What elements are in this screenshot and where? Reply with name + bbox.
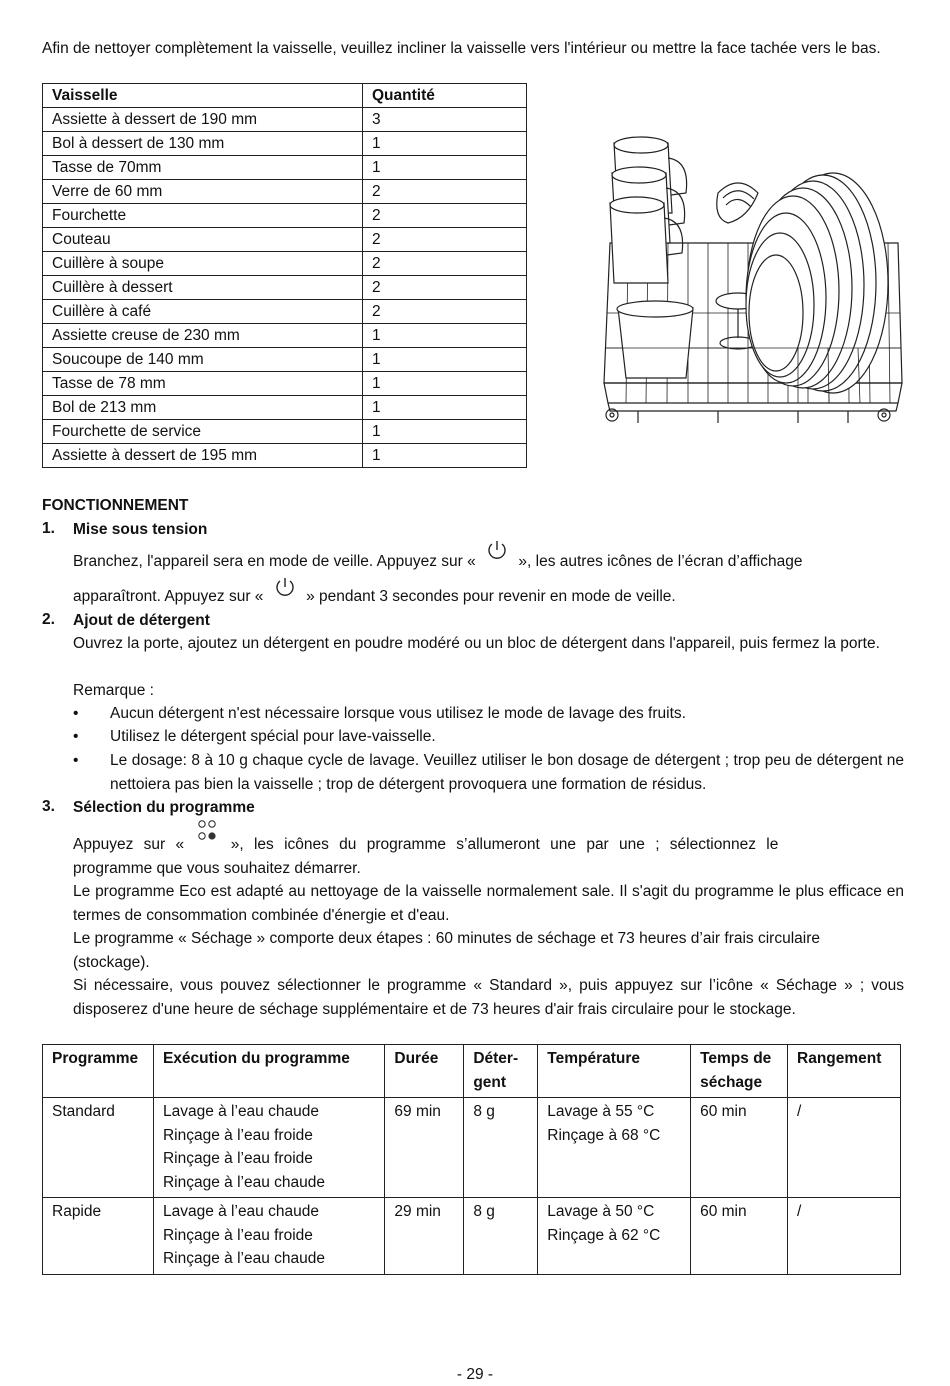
quantity-cell: 1 bbox=[363, 372, 527, 396]
quantity-cell: 1 bbox=[363, 348, 527, 372]
column-header: Programme bbox=[43, 1045, 154, 1098]
power-icon bbox=[486, 539, 508, 569]
dish-name-cell: Fourchette bbox=[43, 204, 363, 228]
table-row bbox=[43, 252, 527, 276]
column-header: Température bbox=[538, 1045, 691, 1098]
quantity-cell: 1 bbox=[363, 420, 527, 444]
table-row bbox=[43, 108, 527, 132]
text-fragment: apparaîtront. Appuyez sur « bbox=[73, 587, 264, 605]
quantity-cell: 1 bbox=[363, 156, 527, 180]
column-header: Exécution du programme bbox=[153, 1045, 384, 1098]
column-header: Temps de séchage bbox=[691, 1045, 788, 1098]
quantity-cell: 2 bbox=[363, 180, 527, 204]
dish-name-cell: Couteau bbox=[43, 228, 363, 252]
step-title: Ajout de détergent bbox=[73, 612, 210, 629]
table-row bbox=[43, 300, 527, 324]
table-row bbox=[43, 348, 527, 372]
program-table bbox=[42, 1044, 901, 1275]
column-header: Déter- gent bbox=[464, 1045, 538, 1098]
step-title: Mise sous tension bbox=[73, 521, 208, 538]
step-1-line-1 bbox=[73, 547, 904, 577]
table-row bbox=[43, 1198, 901, 1275]
dish-name-cell: Assiette à dessert de 195 mm bbox=[43, 444, 363, 468]
table-row bbox=[43, 132, 527, 156]
bullet-point: • bbox=[73, 728, 79, 745]
dish-name-cell: Bol à dessert de 130 mm bbox=[43, 132, 363, 156]
quantity-cell: 3 bbox=[363, 108, 527, 132]
table-row bbox=[43, 420, 527, 444]
table-cell: Standard bbox=[43, 1098, 154, 1198]
column-header: Quantité bbox=[363, 84, 527, 108]
list-item-text: Le dosage: 8 à 10 g chaque cycle de lavage. Veuillez utiliser le bon dosage de détergent ; trop peu de détergent ne nettoiera pas bien la vaisselle ; trop de détergent provoquera une formation de résidus. bbox=[110, 752, 904, 793]
bullet-point: • bbox=[73, 705, 79, 722]
table-cell: 60 min bbox=[691, 1098, 788, 1198]
text-fragment: Appuyez sur « bbox=[73, 835, 185, 853]
table-cell: 8 g bbox=[464, 1198, 538, 1275]
step-title: Sélection du programme bbox=[73, 799, 255, 816]
step-3-line-1 bbox=[73, 829, 829, 861]
table-row bbox=[43, 396, 527, 420]
table-cell: / bbox=[788, 1098, 901, 1198]
section-title: FONCTIONNEMENT bbox=[42, 497, 189, 514]
standard-paragraph: Si nécessaire, vous pouvez sélectionner le programme « Standard », puis appuyez sur l’icône « Séchage » ; vous disposerez d'une heure de séchage supplémentaire et de 73 heures d'air frais circulaire pour le stockage. bbox=[73, 977, 904, 1018]
column-header: Rangement bbox=[788, 1045, 901, 1098]
dish-name-cell: Cuillère à café bbox=[43, 300, 363, 324]
table-cell: 69 min bbox=[385, 1098, 464, 1198]
list-item-text: Utilisez le détergent spécial pour lave-vaisselle. bbox=[110, 728, 436, 745]
quantity-cell: 1 bbox=[363, 324, 527, 348]
table-cell: Lavage à 55 °C Rinçage à 68 °C bbox=[538, 1098, 691, 1198]
dish-name-cell: Tasse de 70mm bbox=[43, 156, 363, 180]
table-cell: 60 min bbox=[691, 1198, 788, 1275]
dish-rack-illustration bbox=[598, 133, 908, 433]
quantity-cell: 1 bbox=[363, 132, 527, 156]
quantity-cell: 2 bbox=[363, 276, 527, 300]
dish-name-cell: Bol de 213 mm bbox=[43, 396, 363, 420]
intro-paragraph: Afin de nettoyer complètement la vaisselle, veuillez incliner la vaisselle vers l'intérieur ou mettre la face tachée vers le bas. bbox=[42, 40, 881, 57]
eco-paragraph: Le programme Eco est adapté au nettoyage de la vaisselle normalement sale. Il s'agit du programme le plus efficace en termes de consommation combinée d'énergie et d'eau. bbox=[73, 883, 904, 924]
table-row bbox=[43, 204, 527, 228]
table-row bbox=[43, 180, 527, 204]
step-2-paragraph: Ouvrez la porte, ajoutez un détergent en poudre modéré ou un bloc de détergent dans l'appareil, puis fermez la porte. bbox=[73, 635, 880, 652]
step-3-line-2: programme que vous souhaitez démarrer. bbox=[73, 860, 361, 877]
text-fragment: », les icônes du programme s’allumeront une par une ; sélectionnez le bbox=[230, 835, 779, 853]
table-row bbox=[43, 324, 527, 348]
power-icon bbox=[274, 576, 296, 606]
list-item-text: Aucun détergent n'est nécessaire lorsque vous utilisez le mode de lavage des fruits. bbox=[110, 705, 686, 722]
bullet-point: • bbox=[73, 752, 79, 769]
text-fragment: Branchez, l'appareil sera en mode de veille. Appuyez sur « bbox=[73, 552, 476, 570]
table-row bbox=[43, 276, 527, 300]
quantity-cell: 2 bbox=[363, 300, 527, 324]
drying-paragraph: Le programme « Séchage » comporte deux étapes : 60 minutes de séchage et 73 heures d’air frais circulaire (stockage). bbox=[73, 930, 821, 971]
program-select-icon bbox=[196, 819, 218, 851]
table-header-row bbox=[43, 84, 527, 108]
step-1-line-2 bbox=[73, 582, 904, 612]
quantity-cell: 2 bbox=[363, 252, 527, 276]
table-row bbox=[43, 372, 527, 396]
dish-name-cell: Assiette creuse de 230 mm bbox=[43, 324, 363, 348]
dish-name-cell: Assiette à dessert de 190 mm bbox=[43, 108, 363, 132]
dish-name-cell: Soucoupe de 140 mm bbox=[43, 348, 363, 372]
table-header-row bbox=[43, 1045, 901, 1098]
column-header: Durée bbox=[385, 1045, 464, 1098]
table-cell: 8 g bbox=[464, 1098, 538, 1198]
text-fragment: » pendant 3 secondes pour revenir en mode de veille. bbox=[306, 587, 676, 605]
page-number: - 29 - bbox=[456, 1366, 494, 1383]
table-row bbox=[43, 1098, 901, 1198]
table-row bbox=[43, 444, 527, 468]
table-row bbox=[43, 228, 527, 252]
dish-name-cell: Tasse de 78 mm bbox=[43, 372, 363, 396]
dish-name-cell: Verre de 60 mm bbox=[43, 180, 363, 204]
step-number: 3. bbox=[42, 798, 55, 815]
dish-name-cell: Cuillère à soupe bbox=[43, 252, 363, 276]
quantity-cell: 2 bbox=[363, 228, 527, 252]
table-row bbox=[43, 156, 527, 180]
column-header: Vaisselle bbox=[43, 84, 363, 108]
remark-label: Remarque : bbox=[73, 682, 154, 699]
table-cell: / bbox=[788, 1198, 901, 1275]
table-cell: Lavage à l’eau chaude Rinçage à l’eau froide Rinçage à l’eau chaude bbox=[153, 1198, 384, 1275]
table-cell: Rapide bbox=[43, 1198, 154, 1275]
table-cell: Lavage à 50 °C Rinçage à 62 °C bbox=[538, 1198, 691, 1275]
quantity-cell: 1 bbox=[363, 444, 527, 468]
step-number: 1. bbox=[42, 520, 55, 537]
dish-name-cell: Fourchette de service bbox=[43, 420, 363, 444]
quantity-cell: 2 bbox=[363, 204, 527, 228]
dish-name-cell: Cuillère à dessert bbox=[43, 276, 363, 300]
step-number: 2. bbox=[42, 611, 55, 628]
table-cell: 29 min bbox=[385, 1198, 464, 1275]
dishes-table bbox=[42, 83, 527, 468]
quantity-cell: 1 bbox=[363, 396, 527, 420]
table-cell: Lavage à l’eau chaude Rinçage à l’eau froide Rinçage à l’eau froide Rinçage à l’eau chaude bbox=[153, 1098, 384, 1198]
text-fragment: », les autres icônes de l’écran d’affichage bbox=[518, 552, 803, 570]
